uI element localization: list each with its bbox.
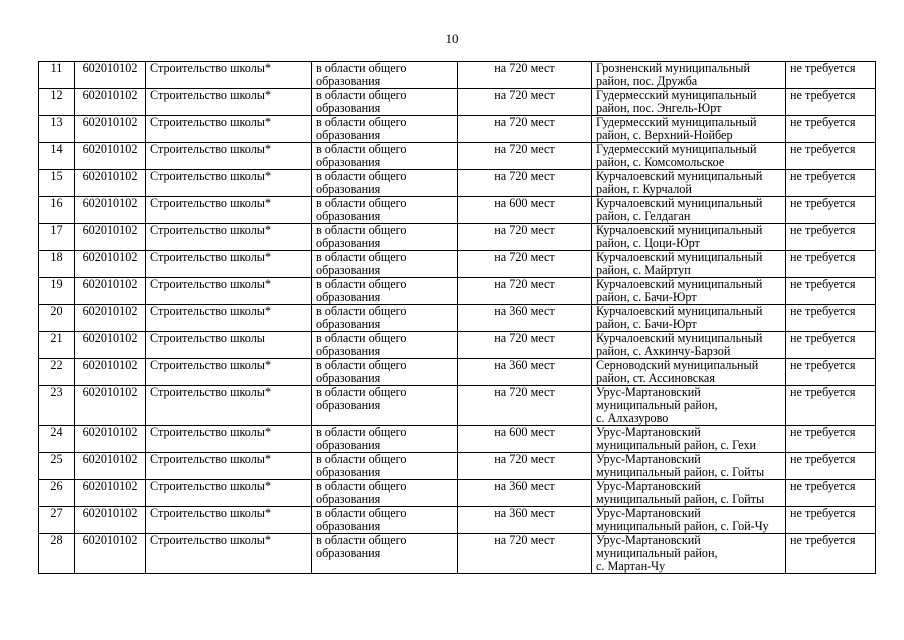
object-name-cell: Строительство школы* — [146, 480, 312, 507]
area-cell — [312, 386, 458, 426]
object-name-cell: Строительство школы* — [146, 305, 312, 332]
location-cell — [592, 278, 786, 305]
area-line: в области общего — [316, 115, 407, 129]
capacity-cell: на 360 мест — [458, 359, 592, 386]
capacity-cell: на 600 мест — [458, 197, 592, 224]
status-cell: не требуется — [786, 480, 876, 507]
area-line: в области общего — [316, 331, 407, 345]
area-line: образования — [316, 465, 381, 479]
location-cell — [592, 305, 786, 332]
capacity-cell: на 720 мест — [458, 224, 592, 251]
location-line: муниципальный район, с. Гехи — [596, 438, 757, 452]
object-name-cell: Строительство школы* — [146, 278, 312, 305]
table-row — [39, 116, 876, 143]
area-line: в области общего — [316, 250, 407, 264]
code-cell: 602010102 — [75, 170, 146, 197]
capacity-cell: на 720 мест — [458, 534, 592, 574]
area-cell — [312, 480, 458, 507]
location-line: Курчалоевский муниципальный — [596, 277, 763, 291]
location-line: район, ст. Ассиновская — [596, 371, 715, 385]
area-line: в области общего — [316, 88, 407, 102]
code-cell: 602010102 — [75, 89, 146, 116]
area-cell — [312, 507, 458, 534]
code-cell: 602010102 — [75, 116, 146, 143]
table-row — [39, 143, 876, 170]
area-line: в области общего — [316, 425, 407, 439]
code-cell: 602010102 — [75, 62, 146, 89]
status-cell: не требуется — [786, 278, 876, 305]
code-cell: 602010102 — [75, 453, 146, 480]
area-line: в области общего — [316, 61, 407, 75]
table-row — [39, 534, 876, 574]
row-number-cell: 26 — [39, 480, 75, 507]
capacity-cell: на 360 мест — [458, 480, 592, 507]
location-cell — [592, 507, 786, 534]
location-line: Серноводский муниципальный — [596, 358, 759, 372]
status-cell: не требуется — [786, 305, 876, 332]
area-line: образования — [316, 438, 381, 452]
area-cell — [312, 224, 458, 251]
area-cell — [312, 89, 458, 116]
table-row — [39, 386, 876, 426]
status-cell: не требуется — [786, 426, 876, 453]
status-cell: не требуется — [786, 507, 876, 534]
status-cell: не требуется — [786, 197, 876, 224]
table-row — [39, 197, 876, 224]
status-cell: не требуется — [786, 534, 876, 574]
location-line: район, с. Майртуп — [596, 263, 691, 277]
location-line: Гудермесский муниципальный — [596, 88, 757, 102]
code-cell: 602010102 — [75, 278, 146, 305]
location-line: Урус-Мартановский — [596, 479, 701, 493]
area-cell — [312, 62, 458, 89]
area-line: в области общего — [316, 452, 407, 466]
location-line: Курчалоевский муниципальный — [596, 169, 763, 183]
area-cell — [312, 278, 458, 305]
location-cell — [592, 116, 786, 143]
page-number: 10 — [445, 31, 459, 46]
row-number-cell: 21 — [39, 332, 75, 359]
status-cell: не требуется — [786, 116, 876, 143]
area-line: образования — [316, 209, 381, 223]
location-line: район, пос. Дружба — [596, 74, 698, 88]
area-line: образования — [316, 317, 381, 331]
code-cell: 602010102 — [75, 480, 146, 507]
row-number-cell: 28 — [39, 534, 75, 574]
location-line: муниципальный район, с. Гой-Чу — [596, 519, 769, 533]
table-row — [39, 305, 876, 332]
location-line: Урус-Мартановский — [596, 425, 701, 439]
area-line: образования — [316, 371, 381, 385]
location-line: район, с. Комсомольское — [596, 155, 725, 169]
area-line: образования — [316, 155, 381, 169]
row-number-cell: 14 — [39, 143, 75, 170]
location-cell — [592, 386, 786, 426]
row-number-cell: 15 — [39, 170, 75, 197]
area-line: в области общего — [316, 223, 407, 237]
area-line: в области общего — [316, 506, 407, 520]
area-cell — [312, 332, 458, 359]
capacity-cell: на 720 мест — [458, 170, 592, 197]
status-cell: не требуется — [786, 89, 876, 116]
object-name-cell: Строительство школы* — [146, 534, 312, 574]
area-line: в области общего — [316, 277, 407, 291]
object-name-cell: Строительство школы — [146, 332, 312, 359]
status-cell: не требуется — [786, 386, 876, 426]
location-cell — [592, 197, 786, 224]
area-line: образования — [316, 263, 381, 277]
row-number-cell: 23 — [39, 386, 75, 426]
area-line: в области общего — [316, 479, 407, 493]
location-line: муниципальный район, с. Гойты — [596, 492, 765, 506]
status-cell: не требуется — [786, 251, 876, 278]
location-line: Курчалоевский муниципальный — [596, 331, 763, 345]
location-cell — [592, 251, 786, 278]
area-line: образования — [316, 398, 381, 412]
capacity-cell: на 720 мест — [458, 89, 592, 116]
row-number-cell: 25 — [39, 453, 75, 480]
location-cell — [592, 359, 786, 386]
row-number-cell: 13 — [39, 116, 75, 143]
object-name-cell: Строительство школы* — [146, 507, 312, 534]
area-cell — [312, 116, 458, 143]
capacity-cell: на 720 мест — [458, 116, 592, 143]
row-number-cell: 24 — [39, 426, 75, 453]
location-line: Курчалоевский муниципальный — [596, 196, 763, 210]
capacity-cell: на 720 мест — [458, 62, 592, 89]
object-name-cell: Строительство школы* — [146, 224, 312, 251]
area-cell — [312, 305, 458, 332]
capacity-cell: на 360 мест — [458, 507, 592, 534]
area-line: в области общего — [316, 358, 407, 372]
row-number-cell: 19 — [39, 278, 75, 305]
location-line: Урус-Мартановский — [596, 533, 701, 547]
object-name-cell: Строительство школы* — [146, 62, 312, 89]
capacity-cell: на 720 мест — [458, 332, 592, 359]
object-name-cell: Строительство школы* — [146, 453, 312, 480]
area-line: образования — [316, 128, 381, 142]
location-line: район, с. Гелдаган — [596, 209, 691, 223]
object-name-cell: Строительство школы* — [146, 386, 312, 426]
object-name-cell: Строительство школы* — [146, 359, 312, 386]
location-cell — [592, 62, 786, 89]
area-line: образования — [316, 74, 381, 88]
status-cell: не требуется — [786, 332, 876, 359]
location-line: район, с. Бачи-Юрт — [596, 290, 697, 304]
area-cell — [312, 197, 458, 224]
code-cell: 602010102 — [75, 332, 146, 359]
area-cell — [312, 359, 458, 386]
capacity-cell: на 720 мест — [458, 453, 592, 480]
location-line: Курчалоевский муниципальный — [596, 223, 763, 237]
area-line: в области общего — [316, 385, 407, 399]
row-number-cell: 11 — [39, 62, 75, 89]
area-cell — [312, 426, 458, 453]
location-line: муниципальный район, — [596, 398, 718, 412]
capacity-cell: на 720 мест — [458, 251, 592, 278]
code-cell: 602010102 — [75, 534, 146, 574]
area-line: образования — [316, 182, 381, 196]
object-name-cell: Строительство школы* — [146, 143, 312, 170]
location-line: муниципальный район, — [596, 546, 718, 560]
table-row — [39, 278, 876, 305]
location-cell — [592, 170, 786, 197]
table-row — [39, 453, 876, 480]
table-row — [39, 359, 876, 386]
table-row — [39, 507, 876, 534]
code-cell: 602010102 — [75, 251, 146, 278]
location-line: район, пос. Энгель-Юрт — [596, 101, 722, 115]
area-cell — [312, 143, 458, 170]
status-cell: не требуется — [786, 359, 876, 386]
location-cell — [592, 89, 786, 116]
table-row — [39, 426, 876, 453]
location-line: Гудермесский муниципальный — [596, 142, 757, 156]
location-line: район, с. Верхний-Нойбер — [596, 128, 733, 142]
location-cell — [592, 426, 786, 453]
row-number-cell: 22 — [39, 359, 75, 386]
location-line: район, с. Ахкинчу-Барзой — [596, 344, 731, 358]
table-row — [39, 224, 876, 251]
status-cell: не требуется — [786, 453, 876, 480]
status-cell: не требуется — [786, 224, 876, 251]
area-line: в области общего — [316, 196, 407, 210]
location-line: Урус-Мартановский — [596, 385, 701, 399]
area-cell — [312, 534, 458, 574]
row-number-cell: 18 — [39, 251, 75, 278]
capacity-cell: на 720 мест — [458, 143, 592, 170]
row-number-cell: 12 — [39, 89, 75, 116]
area-line: образования — [316, 492, 381, 506]
status-cell: не требуется — [786, 143, 876, 170]
object-name-cell: Строительство школы* — [146, 89, 312, 116]
construction-table — [38, 61, 876, 574]
area-cell — [312, 453, 458, 480]
code-cell: 602010102 — [75, 143, 146, 170]
row-number-cell: 27 — [39, 507, 75, 534]
status-cell: не требуется — [786, 170, 876, 197]
area-line: образования — [316, 101, 381, 115]
area-line: образования — [316, 519, 381, 533]
area-line: в области общего — [316, 169, 407, 183]
location-line: с. Алхазурово — [596, 411, 669, 425]
location-line: Грозненский муниципальный — [596, 61, 750, 75]
location-line: район, с. Цоци-Юрт — [596, 236, 700, 250]
capacity-cell: на 720 мест — [458, 278, 592, 305]
area-line: образования — [316, 236, 381, 250]
location-cell — [592, 480, 786, 507]
location-line: район, с. Бачи-Юрт — [596, 317, 697, 331]
code-cell: 602010102 — [75, 426, 146, 453]
object-name-cell: Строительство школы* — [146, 116, 312, 143]
location-line: Урус-Мартановский — [596, 452, 701, 466]
code-cell: 602010102 — [75, 305, 146, 332]
area-cell — [312, 251, 458, 278]
table-row — [39, 251, 876, 278]
code-cell: 602010102 — [75, 386, 146, 426]
object-name-cell: Строительство школы* — [146, 170, 312, 197]
location-line: район, г. Курчалой — [596, 182, 692, 196]
location-cell — [592, 143, 786, 170]
table-row — [39, 89, 876, 116]
location-cell — [592, 224, 786, 251]
code-cell: 602010102 — [75, 224, 146, 251]
area-cell — [312, 170, 458, 197]
capacity-cell: на 720 мест — [458, 386, 592, 426]
table-row — [39, 332, 876, 359]
row-number-cell: 17 — [39, 224, 75, 251]
area-line: образования — [316, 344, 381, 358]
table-row — [39, 480, 876, 507]
row-number-cell: 20 — [39, 305, 75, 332]
status-cell: не требуется — [786, 62, 876, 89]
area-line: в области общего — [316, 142, 407, 156]
location-cell — [592, 453, 786, 480]
location-line: Курчалоевский муниципальный — [596, 304, 763, 318]
location-line: муниципальный район, с. Гойты — [596, 465, 765, 479]
capacity-cell: на 600 мест — [458, 426, 592, 453]
table-row — [39, 170, 876, 197]
table-row — [39, 62, 876, 89]
location-line: Урус-Мартановский — [596, 506, 701, 520]
row-number-cell: 16 — [39, 197, 75, 224]
area-line: в области общего — [316, 304, 407, 318]
code-cell: 602010102 — [75, 359, 146, 386]
object-name-cell: Строительство школы* — [146, 426, 312, 453]
location-line: Курчалоевский муниципальный — [596, 250, 763, 264]
code-cell: 602010102 — [75, 197, 146, 224]
location-cell — [592, 534, 786, 574]
area-line: образования — [316, 546, 381, 560]
object-name-cell: Строительство школы* — [146, 197, 312, 224]
area-line: образования — [316, 290, 381, 304]
location-cell — [592, 332, 786, 359]
location-line: Гудермесский муниципальный — [596, 115, 757, 129]
code-cell: 602010102 — [75, 507, 146, 534]
area-line: в области общего — [316, 533, 407, 547]
object-name-cell: Строительство школы* — [146, 251, 312, 278]
location-line: с. Мартан-Чу — [596, 559, 666, 573]
capacity-cell: на 360 мест — [458, 305, 592, 332]
